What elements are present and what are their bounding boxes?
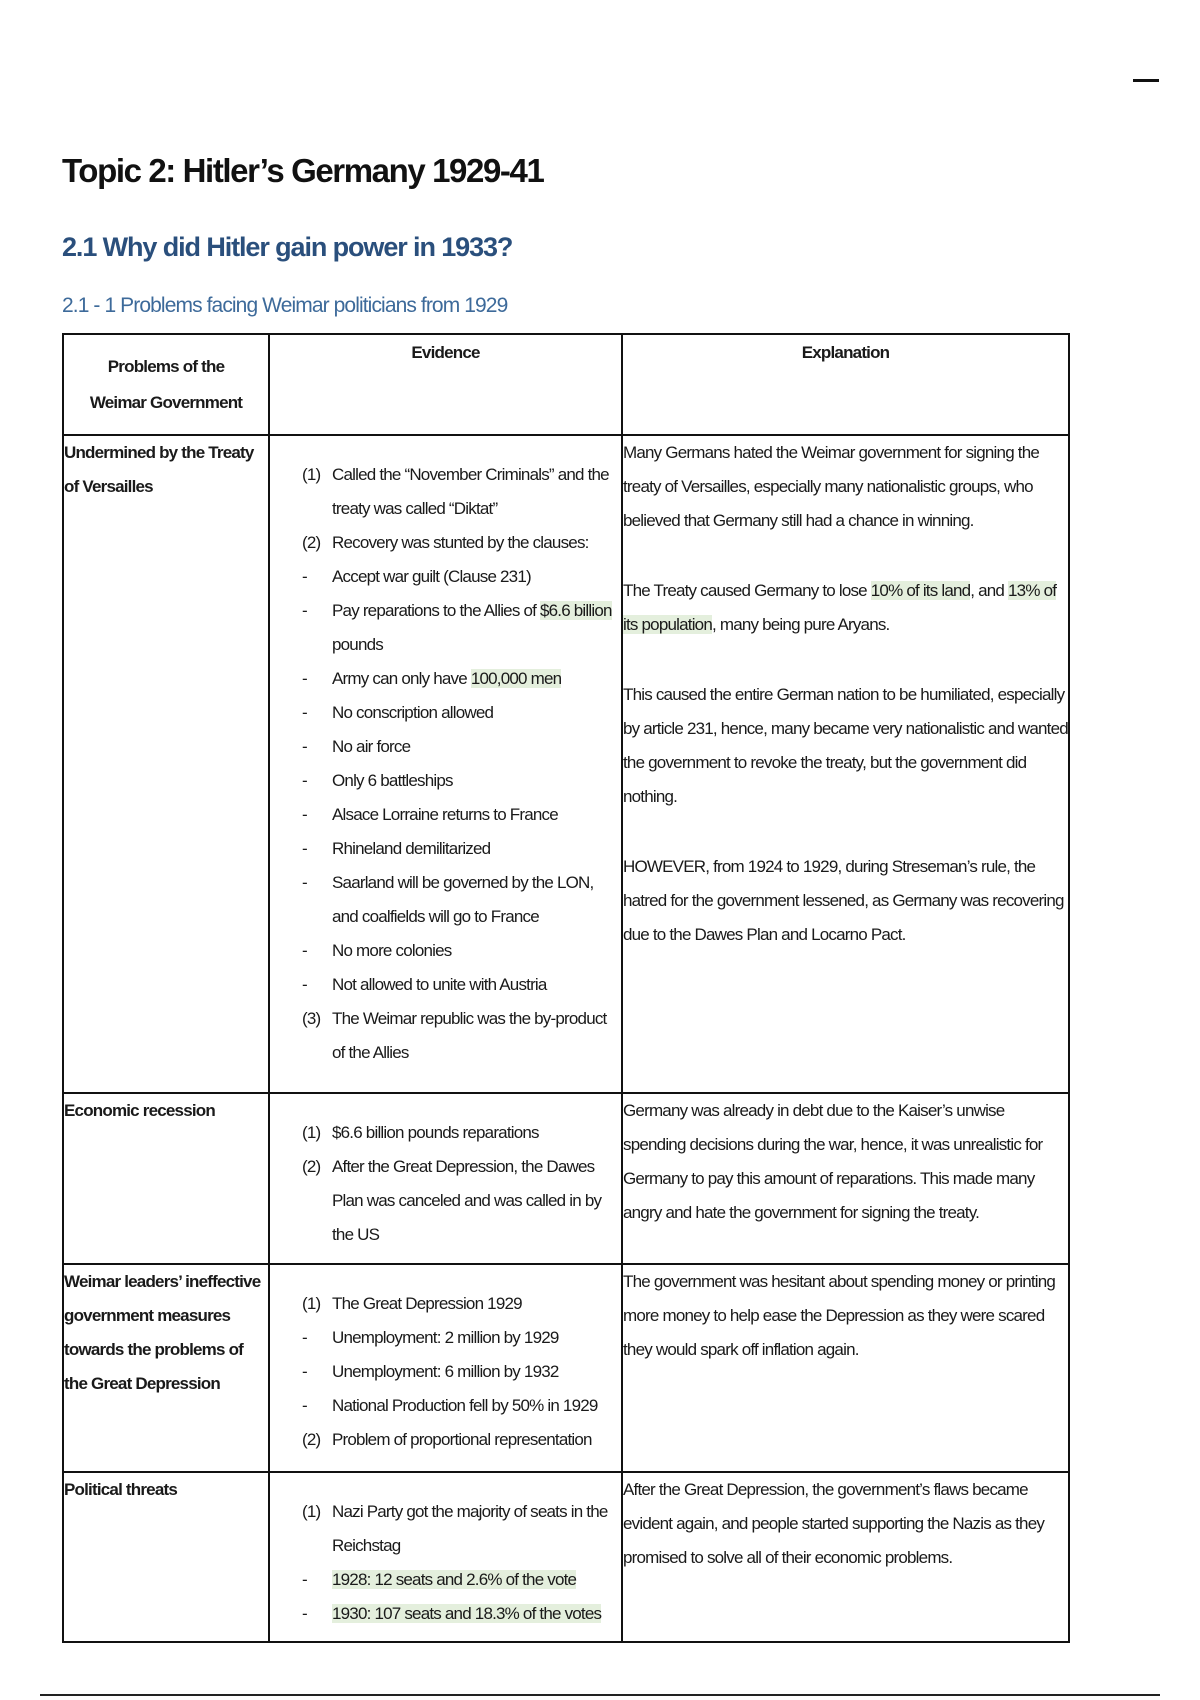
header-explanation: Explanation — [622, 334, 1069, 435]
evidence-item: (2) After the Great Depression, the Dawes Plan was canceled and was called in by the US — [302, 1157, 602, 1244]
evidence-list — [302, 1495, 621, 1631]
evidence-item: - Not allowed to unite with Austria — [302, 975, 547, 994]
sub-title: 2.1 - 1 Problems facing Weimar politicians from 1929 — [62, 294, 508, 317]
evidence-item: - Rhineland demilitarized — [302, 839, 491, 858]
evidence-item: (1) The Great Depression 1929 — [302, 1294, 522, 1313]
explanation-paragraph: HOWEVER, from 1924 to 1929, during Streseman’s rule, the hatred for the government lessened, as Germany was recovering due to the Dawes Plan and Locarno Pact. — [623, 857, 1064, 944]
evidence-item: - 1930: 107 seats and 18.3% of the votes — [302, 1604, 602, 1623]
evidence-list — [302, 1116, 621, 1252]
table-header-row — [63, 334, 1069, 435]
evidence-cell — [269, 1093, 622, 1264]
evidence-item: - No more colonies — [302, 941, 452, 960]
evidence-item: - No air force — [302, 737, 411, 756]
explanation-cell — [622, 1093, 1069, 1264]
evidence-item: - Unemployment: 2 million by 1929 — [302, 1328, 559, 1347]
highlight: 13% of its population — [623, 581, 1057, 634]
evidence-item: (3) The Weimar republic was the by-product of the Allies — [302, 1009, 607, 1062]
evidence-list — [302, 458, 621, 1070]
evidence-item: (2) Recovery was stunted by the clauses: — [302, 533, 589, 552]
evidence-item: - Army can only have 100,000 men — [302, 669, 562, 688]
explanation-paragraph: The Treaty caused Germany to lose 10% of its land, and 13% of its population, many being pure Aryans. — [623, 581, 1057, 634]
evidence-item: - Pay reparations to the Allies of $6.6 billion pounds — [302, 601, 612, 654]
section-title: 2.1 Why did Hitler gain power in 1933? — [62, 232, 513, 262]
explanation-cell — [622, 1264, 1069, 1472]
problems-table — [62, 333, 1070, 1643]
explanation-paragraph: Many Germans hated the Weimar government for signing the treaty of Versailles, especially many nationalistic groups, who believed that Germany still had a chance in winning. — [623, 443, 1040, 530]
problem-cell: Weimar leaders’ ineffective government measures towards the problems of the Great Depression — [63, 1264, 269, 1472]
evidence-cell — [269, 1472, 622, 1642]
evidence-item: (1) Nazi Party got the majority of seats in the Reichstag — [302, 1502, 608, 1555]
highlight: 100,000 men — [470, 669, 562, 688]
evidence-cell — [269, 1264, 622, 1472]
bottom-rule — [40, 1694, 1160, 1696]
top-dash-mark — [1133, 79, 1159, 82]
problem-cell: Political threats — [63, 1472, 269, 1642]
header-problems: Problems of the Weimar Government — [63, 334, 269, 435]
evidence-item: - Accept war guilt (Clause 231) — [302, 567, 531, 586]
explanation-cell — [622, 1472, 1069, 1642]
evidence-item: (1) $6.6 billion pounds reparations — [302, 1123, 539, 1142]
evidence-item: (1) Called the “November Criminals” and the treaty was called “Diktat” — [302, 465, 609, 518]
evidence-item: - Only 6 battleships — [302, 771, 453, 790]
evidence-item: - Saarland will be governed by the LON, and coalfields will go to France — [302, 873, 594, 926]
highlight: $6.6 billion — [539, 601, 612, 620]
evidence-item: - 1928: 12 seats and 2.6% of the vote — [302, 1570, 577, 1589]
explanation-paragraph: This caused the entire German nation to be humiliated, especially by article 231, hence, many became very nationalistic and wanted the government to revoke the treaty, but the government did nothing. — [623, 685, 1068, 806]
evidence-item: - Alsace Lorraine returns to France — [302, 805, 558, 824]
problem-cell: Undermined by the Treaty of Versailles — [63, 435, 269, 1093]
evidence-cell — [269, 435, 622, 1093]
explanation-cell — [622, 435, 1069, 1093]
evidence-item: - National Production fell by 50% in 1929 — [302, 1396, 598, 1415]
evidence-item: - Unemployment: 6 million by 1932 — [302, 1362, 559, 1381]
table-row — [63, 1264, 1069, 1472]
explanation-paragraph: The government was hesitant about spending money or printing more money to help ease the Depression as they were scared they would spark off inflation again. — [623, 1272, 1056, 1359]
header-evidence: Evidence — [269, 334, 622, 435]
evidence-list — [302, 1287, 621, 1457]
explanation-paragraph: After the Great Depression, the government’s flaws became evident again, and people started supporting the Nazis as they promised to solve all of their economic problems. — [623, 1480, 1045, 1567]
problem-cell: Economic recession — [63, 1093, 269, 1264]
explanation-paragraph: Germany was already in debt due to the Kaiser’s unwise spending decisions during the war, hence, it was unrealistic for Germany to pay this amount of reparations. This made many angry and hate the government for signing the treaty. — [623, 1101, 1043, 1222]
highlight: 1928: 12 seats and 2.6% of the vote — [332, 1570, 577, 1589]
highlight: 10% of its land — [870, 581, 971, 600]
table-row — [63, 1472, 1069, 1642]
topic-title: Topic 2: Hitler’s Germany 1929-41 — [62, 152, 544, 189]
table-row — [63, 435, 1069, 1093]
highlight: 1930: 107 seats and 18.3% of the votes — [332, 1604, 602, 1623]
evidence-item: - No conscription allowed — [302, 703, 494, 722]
table-row — [63, 1093, 1069, 1264]
evidence-item: (2) Problem of proportional representation — [302, 1430, 592, 1449]
